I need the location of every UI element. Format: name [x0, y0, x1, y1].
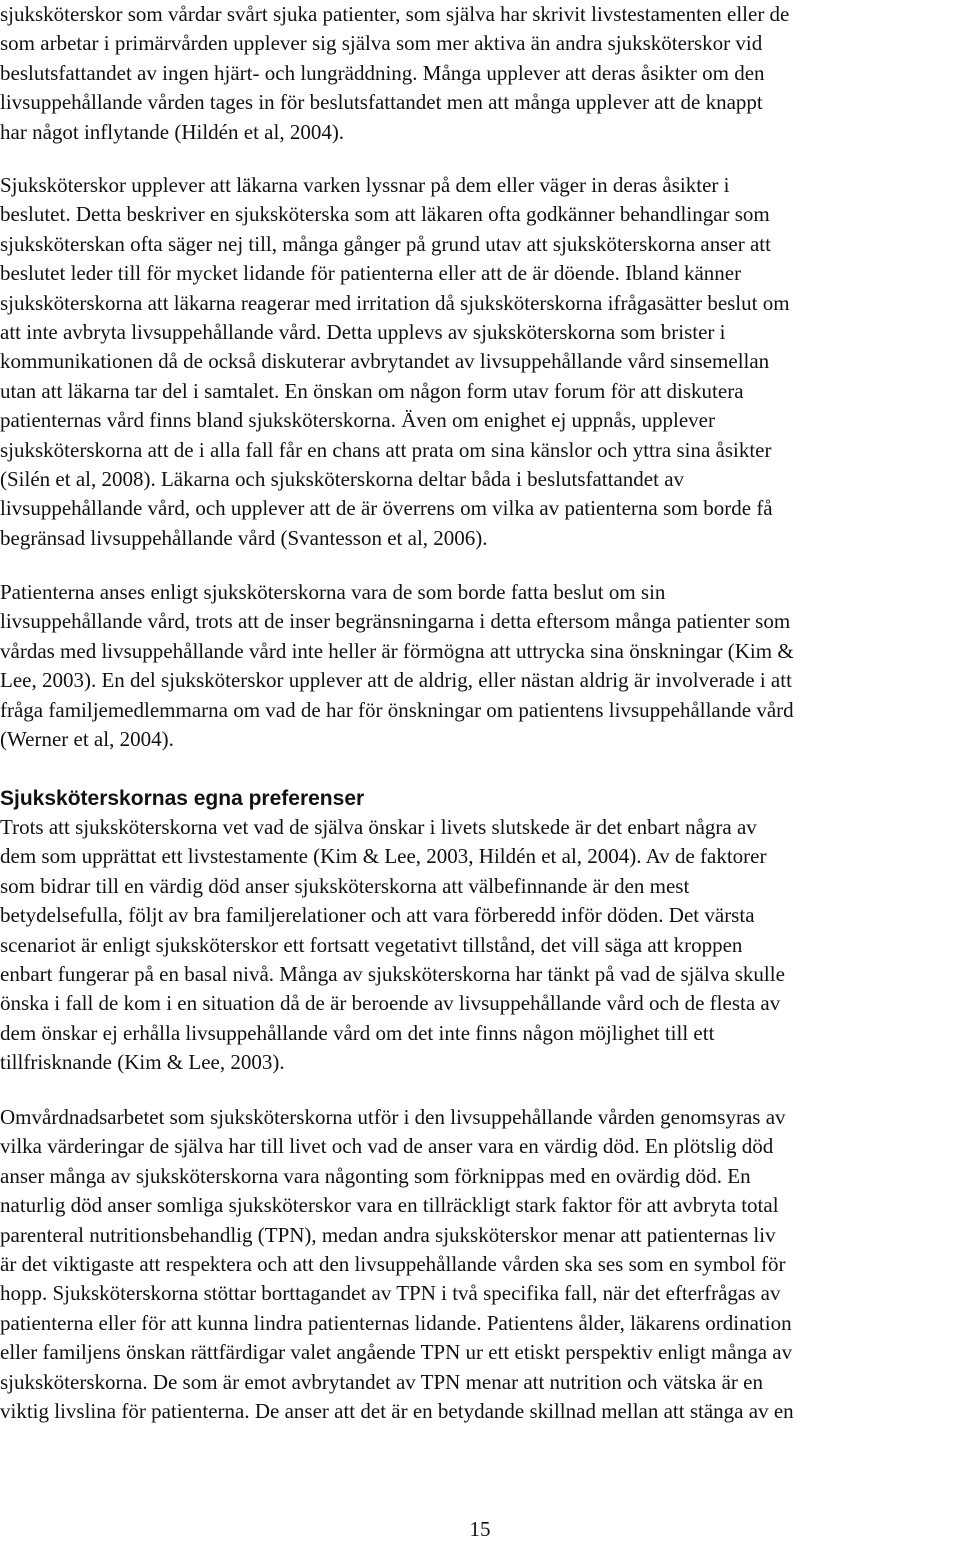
text-line: patienternas vård finns bland sjuksköterskorna. Även om enighet ej uppnås, upplever — [0, 408, 715, 433]
text-line: scenariot är enligt sjuksköterskor ett fortsatt vegetativt tillstånd, det vill säga att kroppen — [0, 932, 743, 957]
paragraph-4 — [0, 813, 785, 1078]
page-number: 15 — [469, 1517, 491, 1541]
text-line: fråga familjemedlemmarna om vad de har för önskningar om patientens livsuppehållande vård — [0, 697, 794, 722]
text-line: begränsad livsuppehållande vård (Svantesson et al, 2006). — [0, 525, 488, 550]
section-heading: Sjuksköterskornas egna preferenser — [0, 787, 365, 810]
paragraph-3 — [0, 578, 794, 754]
text-line: enbart fungerar på en basal nivå. Många av sjuksköterskorna har tänkt på vad de själva skulle — [0, 962, 785, 987]
text-line: dem som upprättat ett livstestamente (Kim & Lee, 2003, Hildén et al, 2004). Av de faktorer — [0, 844, 767, 869]
text-line: naturlig död anser somliga sjuksköterskor vara en tillräckligt stark faktor för att avbryta total — [0, 1193, 779, 1218]
paragraph-2 — [0, 171, 790, 553]
text-line: anser många av sjuksköterskorna vara någonting som förknippas med en ovärdig död. En — [0, 1163, 751, 1188]
text-line: viktig livslina för patienterna. De anser att det är en betydande skillnad mellan att stänga av en — [0, 1399, 794, 1424]
text-line: vilka värderingar de själva har till livet och vad de anser vara en värdig död. En plötslig död — [0, 1134, 774, 1159]
text-line: (Werner et al, 2004). — [0, 727, 174, 752]
text-line: sjuksköterskorna. De som är emot avbrytandet av TPN menar att nutrition och vätska är en — [0, 1369, 763, 1394]
text-line: sjuksköterskorna att de i alla fall får en chans att prata om sina känslor och yttra sina åsikter — [0, 437, 772, 462]
text-line: Patienterna anses enligt sjuksköterskorna vara de som borde fatta beslut om sin — [0, 580, 666, 604]
text-line: beslutet. Detta beskriver en sjuksköterska som att läkaren ofta godkänner behandlingar som — [0, 202, 770, 227]
text-line: livsuppehållande vård, trots att de inser begränsningarna i detta eftersom många patienter som — [0, 609, 791, 634]
text-line: som arbetar i primärvården upplever sig själva som mer aktiva än andra sjuksköterskor vid — [0, 31, 763, 56]
text-line: vårdas med livsuppehållande vård inte heller är förmögna att uttrycka sina önskningar (Kim & — [0, 638, 794, 663]
text-line: patienterna eller för att kunna lindra patienternas lidande. Patientens ålder, läkarens ordination — [0, 1310, 792, 1335]
text-line: önska i fall de kom i en situation då de är beroende av livsuppehållande vård och de flesta av — [0, 991, 781, 1016]
text-line: beslutet leder till för mycket lidande för patienterna eller att de är döende. Ibland känner — [0, 261, 742, 286]
paragraph-1 — [0, 0, 789, 147]
text-line: Omvårdnadsarbetet som sjuksköterskorna utför i den livsuppehållande vården genomsyras av — [0, 1105, 786, 1129]
text-line: dem önskar ej erhålla livsuppehållande vård om det inte finns någon möjlighet till ett — [0, 1020, 715, 1045]
text-line: hopp. Sjuksköterskorna stöttar borttagandet av TPN i två specifika fall, när det efterfrågas av — [0, 1281, 781, 1306]
text-line: (Silén et al, 2008). Läkarna och sjuksköterskorna deltar båda i beslutsfattandet av — [0, 467, 685, 492]
text-line: Sjuksköterskor upplever att läkarna varken lyssnar på dem eller väger in deras åsikter i — [0, 173, 730, 197]
text-line: parenteral nutritionsbehandlig (TPN), medan andra sjuksköterskor menar att patienternas liv — [0, 1222, 776, 1247]
text-line: utan att läkarna tar del i samtalet. En önskan om någon form utav forum för att diskutera — [0, 378, 744, 403]
text-line: sjuksköterskorna att läkarna reagerar med irritation då sjuksköterskorna ifrågasätter beslut om — [0, 290, 790, 315]
text-line: har något inflytande (Hildén et al, 2004). — [0, 119, 345, 144]
text-line: betydelsefulla, följt av bra familjerelationer och att vara förberedd inför döden. Det värsta — [0, 903, 755, 928]
text-line: livsuppehållande vård, och upplever att de är överrens om vilka av patienterna som borde få — [0, 496, 773, 521]
text-line: Trots att sjuksköterskorna vet vad de själva önskar i livets slutskede är det enbart några av — [0, 815, 757, 839]
paragraph-5 — [0, 1103, 794, 1426]
text-line: Lee, 2003). En del sjuksköterskor upplever att de aldrig, eller nästan aldrig är involverade i att — [0, 668, 792, 693]
text-line: sjuksköterskan ofta säger nej till, många gånger på grund utav att sjuksköterskorna anser att — [0, 231, 771, 256]
text-line: kommunikationen då de också diskuterar avbrytandet av livsuppehållande vård sinsemellan — [0, 349, 770, 374]
text-line: sjuksköterskor som vårdar svårt sjuka patienter, som själva har skrivit livstestamenten eller de — [0, 2, 790, 26]
text-line: beslutsfattandet av ingen hjärt- och lungräddning. Många upplever att deras åsikter om den — [0, 60, 765, 85]
text-line: att inte avbryta livsuppehållande vård. Detta upplevs av sjuksköterskorna som brister i — [0, 320, 726, 345]
text-line: livsuppehållande vården tages in för beslutsfattandet men att många upplever att de knappt — [0, 90, 763, 115]
text-line: tillfrisknande (Kim & Lee, 2003). — [0, 1050, 285, 1075]
text-line: är det viktigaste att respektera och att den livsuppehållande vården ska ses som en symbol för — [0, 1252, 786, 1277]
text-line: som bidrar till en värdig död anser sjuksköterskorna att välbefinnande är den mest — [0, 873, 690, 898]
text-line: eller familjens önskan rättfärdigar valet angående TPN ur ett etiskt perspektiv enligt många av — [0, 1340, 793, 1365]
